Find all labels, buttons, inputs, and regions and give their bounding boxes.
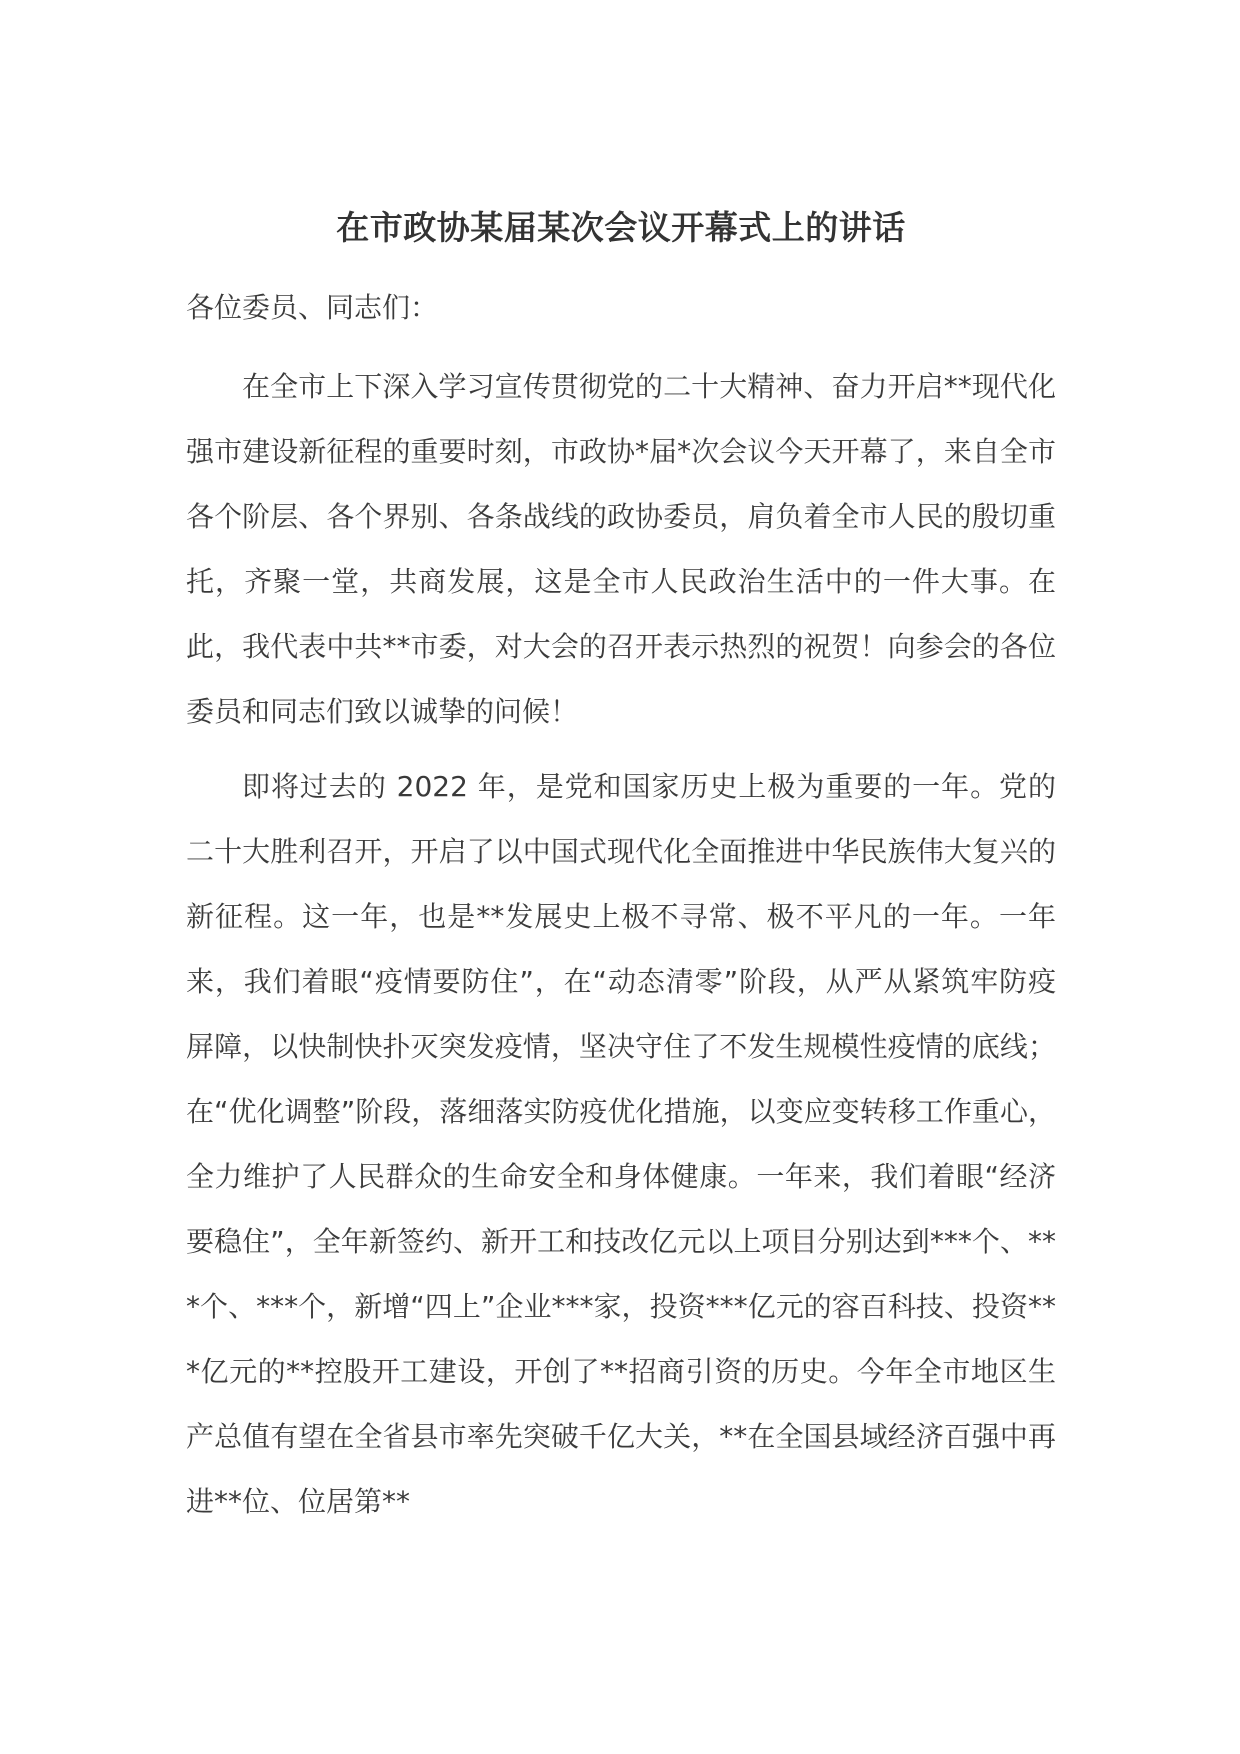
document-title: 在市政协某届某次会议开幕式上的讲话 — [336, 208, 906, 247]
document-page — [186, 200, 1056, 1544]
salutation: 各位委员、同志们： — [186, 291, 439, 324]
paragraph-1: 在全市上下深入学习宣传贯彻党的二十大精神、奋力开启**现代化强市建设新征程的重要时刻，市政协*届*次会议今天开幕了，来自全市各个阶层、各个界别、各条战线的政协委员，肩负着全市人民的殷切重托，齐聚一堂，共商发展，这是全市人民政治生活中的一件大事。在此，我代表中共**市委，对大会的召开表示热烈的祝贺！向参会的各位委员和同志们致以诚挚的问候！ — [186, 370, 1056, 728]
paragraph-2: 即将过去的 2022 年，是党和国家历史上极为重要的一年。党的二十大胜利召开，开启了以中国式现代化全面推进中华民族伟大复兴的新征程。这一年，也是**发展史上极不寻常、极不平凡的一年。一年来，我们着眼“疫情要防住”，在“动态清零”阶段，从严从紧筑牢防疫屏障，以快制快扑灭突发疫情，坚决守住了不发生规模性疫情的底线；在“优化调整”阶段，落细落实防疫优化措施，以变应变转移工作重心，全力维护了人民群众的生命安全和身体健康。一年来，我们着眼“经济要稳住”，全年新签约、新开工和技改亿元以上项目分别达到***个、***个、***个，新增“四上”企业***家，投资***亿元的容百科技、投资***亿元的**控股开工建设，开创了**招商引资的历史。今年全市地区生产总值有望在全省县市率先突破千亿大关，**在全国县域经济百强中再进**位、位居第** — [186, 770, 1056, 1518]
